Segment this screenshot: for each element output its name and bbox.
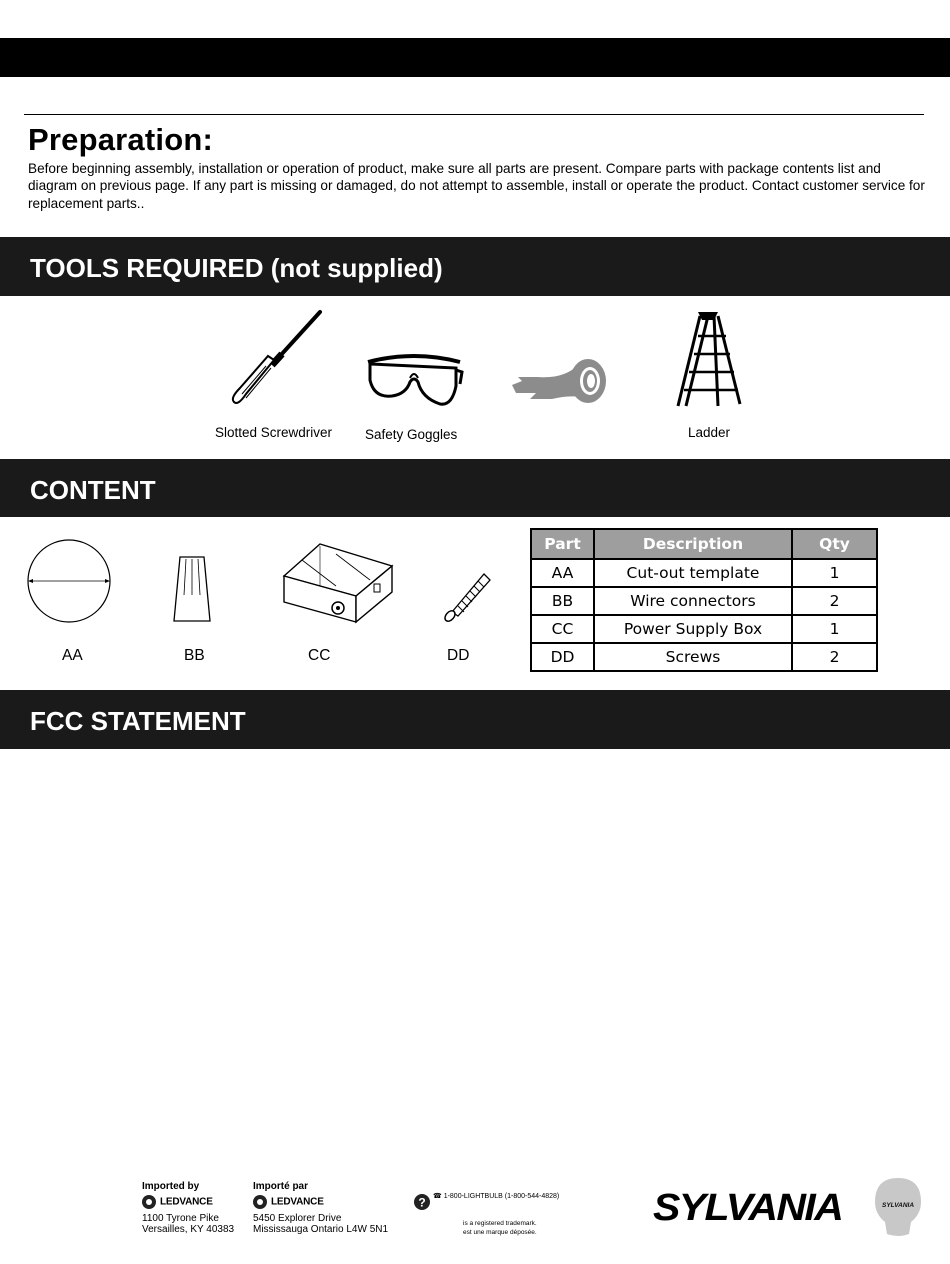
help-icon: [414, 1194, 430, 1210]
table-row: [531, 615, 877, 643]
table-cell-description: Screws: [594, 643, 792, 671]
address-line: 1100 Tyrone Pike: [142, 1213, 219, 1224]
part-label-aa: AA: [62, 647, 83, 664]
content-band: [0, 459, 950, 517]
sylvania-bulb-logo: [873, 1176, 923, 1238]
badge-text: SYLVANIA: [881, 1202, 915, 1209]
table-header-qty: Qty: [792, 529, 877, 559]
trademark-note: [463, 1219, 537, 1237]
table-cell-qty: 1: [792, 559, 877, 587]
table-cell-part: CC: [531, 615, 594, 643]
table-cell-description: Cut-out template: [594, 559, 792, 587]
wire-connector-icon: [172, 555, 214, 625]
tape-icon: [508, 355, 608, 411]
part-label-bb: BB: [184, 647, 205, 664]
ledvance-icon: [142, 1195, 156, 1209]
content-heading: CONTENT: [30, 475, 156, 505]
fcc-band: [0, 690, 950, 749]
tools-heading: TOOLS REQUIRED (not supplied): [30, 253, 443, 283]
table-header-part: Part: [531, 529, 594, 559]
tool-label-ladder: Ladder: [688, 425, 731, 440]
address-line: 5450 Explorer Drive: [253, 1213, 342, 1224]
power-supply-box-icon: [280, 540, 396, 626]
table-cell-description: Wire connectors: [594, 587, 792, 615]
table-cell-qty: 1: [792, 615, 877, 643]
address-line: Mississauga Ontario L4W 5N1: [253, 1224, 389, 1235]
imported-by-us: [142, 1181, 234, 1235]
ledvance-brand: LEDVANCE: [160, 1196, 213, 1208]
svg-text:?: ?: [418, 1195, 426, 1210]
ledvance-icon: [253, 1195, 267, 1209]
table-cell-qty: 2: [792, 643, 877, 671]
address-line: Versailles, KY 40383: [142, 1224, 235, 1235]
tool-label-screwdriver: Slotted Screwdriver: [215, 425, 333, 440]
ledvance-logo-us: [142, 1195, 234, 1209]
preparation-text: Before beginning assembly, installation or operation of product, make sure all parts are present. Compare parts with package contents list and diagram on previous page. If any part is missing or damaged, do not attempt to assemble, install or operate the product. Contact customer service for replacement parts..: [28, 161, 925, 211]
ledvance-brand: LEDVANCE: [271, 1196, 324, 1208]
trademark-fr: est une marque déposée.: [463, 1229, 537, 1236]
cutout-template-icon: [26, 538, 114, 626]
table-cell-qty: 2: [792, 587, 877, 615]
part-label-cc: CC: [308, 647, 331, 664]
ladder-icon: [674, 308, 744, 410]
table-header-description: Description: [594, 529, 792, 559]
table-row: [531, 587, 877, 615]
preparation-heading: Preparation:: [28, 122, 213, 157]
divider-rule: [24, 114, 924, 115]
part-label-dd: DD: [447, 647, 470, 664]
table-row: [531, 559, 877, 587]
table-cell-part: DD: [531, 643, 594, 671]
top-bar: [0, 38, 950, 77]
phone-icon: ☎: [433, 1193, 442, 1200]
tool-label-goggles: Safety Goggles: [365, 427, 458, 442]
phone-number: 1-800-LIGHTBULB (1-800-544-4828): [443, 1193, 560, 1200]
imported-by-title: Imported by: [142, 1181, 200, 1192]
ledvance-logo-ca: [253, 1195, 388, 1209]
imported-by-ca: [253, 1181, 388, 1235]
table-header-row: [531, 529, 877, 559]
screw-icon: [440, 566, 496, 626]
goggles-icon: [364, 350, 464, 412]
table-cell-description: Power Supply Box: [594, 615, 792, 643]
trademark-en: is a registered trademark.: [463, 1220, 537, 1227]
screwdriver-icon: [228, 308, 328, 410]
table-cell-part: BB: [531, 587, 594, 615]
fcc-heading: FCC STATEMENT: [30, 706, 246, 736]
tools-band: [0, 237, 950, 296]
phone-line: [433, 1192, 559, 1200]
table-row: [531, 643, 877, 671]
importe-par-title: Importé par: [253, 1181, 309, 1192]
sylvania-wordmark: SYLVANIA: [653, 1187, 843, 1229]
parts-table: [530, 528, 878, 672]
table-cell-part: AA: [531, 559, 594, 587]
